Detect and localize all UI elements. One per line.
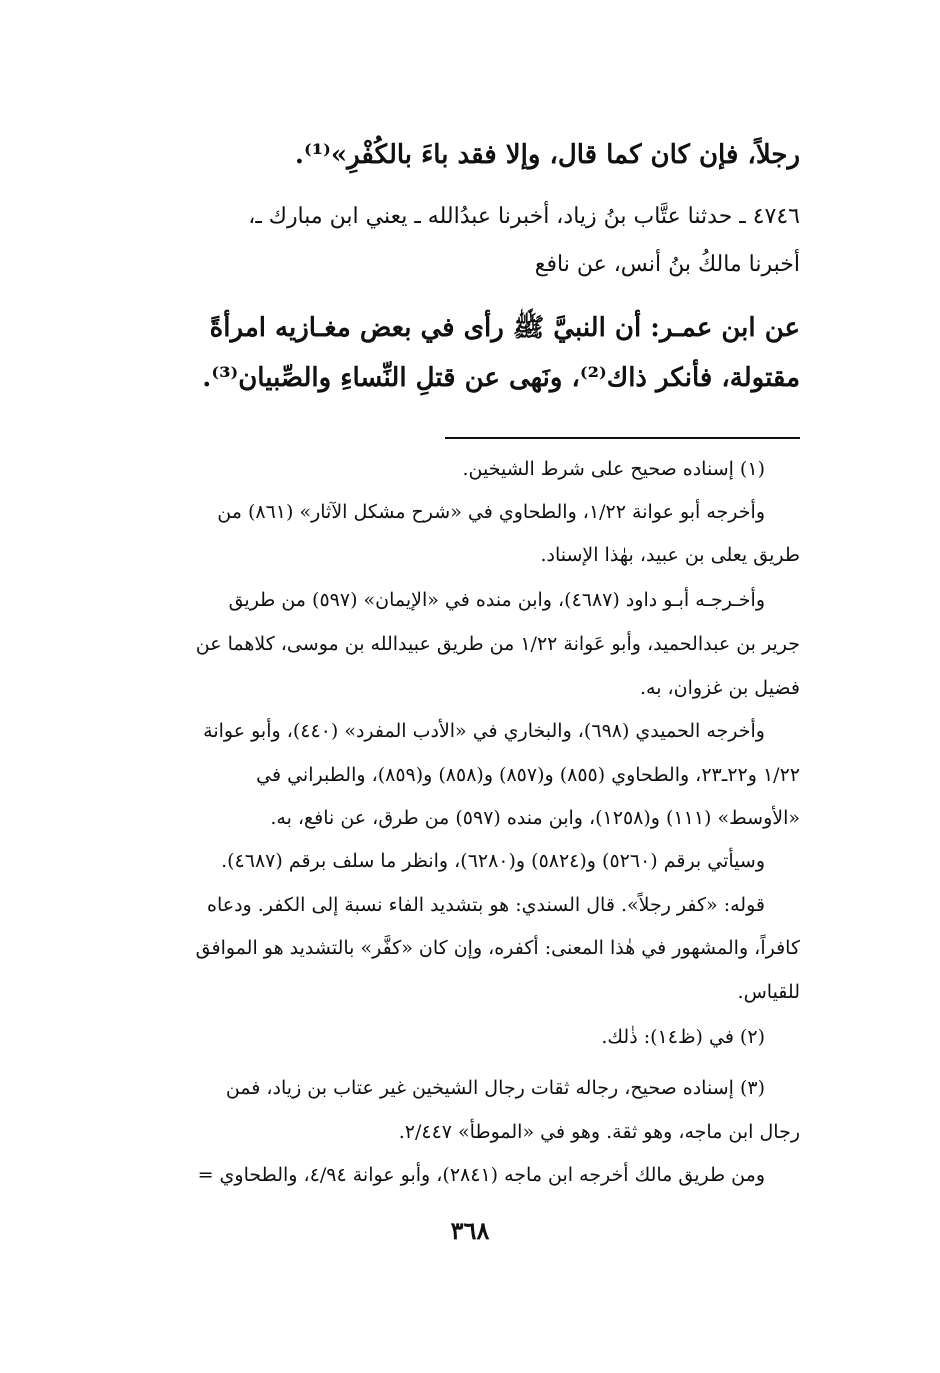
footnote-1-line-1: (١) إسناده صحيح على شرط الشيخين. <box>462 458 765 480</box>
footnote-3-line-3: ومن طريق مالك أخرجه ابن ماجه (٢٨٤١)، وأبو عوانة ٤/٩٤، والطحاوي = <box>197 1164 765 1186</box>
footnote-1-line-2: وأخرجه أبو عوانة ١/٢٢، والطحاوي في «شرح مشكل الآثار» (٨٦١) من <box>217 501 765 523</box>
footnote-1-line-4: وأخـرجـه أبـو داود (٤٦٨٧)، وابن منده في «الإيمان» (٥٩٧) من طريق <box>228 589 765 611</box>
matn-line-2: مقتولة، فأنكر ذاك⁽²⁾، ونَهى عن قتلِ النِّساءِ والصِّبيان⁽³⁾. <box>202 363 800 393</box>
footnote-1-line-5: جرير بن عبدالحميد، وأبو عَوانة ١/٢٢ من طريق عبيدالله بن موسى، كلاهما عن <box>195 633 800 655</box>
footnote-3-line-1: (٣) إسناده صحيح، رجاله ثقات رجال الشيخين غير عتاب بن زياد، فمن <box>225 1077 765 1099</box>
footnote-1-line-6: فضيل بن غزوان، به. <box>639 677 800 699</box>
isnad-line-1: ٤٧٤٦ ـ حدثنا عتَّاب بنُ زياد، أخبرنا عبدُالله ـ يعني ابن مبارك ـ، <box>248 204 800 229</box>
isnad-line-2: أخبرنا مالكُ بنُ أنس، عن نافع <box>534 252 800 277</box>
matn-line-1: عن ابن عمـر: أن النبيَّ ﷺ رأى في بعض مغـازيه امرأةً <box>209 313 800 343</box>
footnote-1-line-10: وسيأتي برقم (٥٢٦٠) و(٥٨٢٤) و(٦٢٨٠)، وانظر ما سلف برقم (٤٦٨٧). <box>221 850 765 872</box>
footnote-1-line-8: ١/٢٢ و٢٢ـ٢٣، والطحاوي (٨٥٥) و(٨٥٧) و(٨٥٨) و(٨٥٩)، والطبراني في <box>256 764 800 786</box>
footnote-1-line-9: «الأوسط» (١١١) و(١٢٥٨)، وابن منده (٥٩٧) من طرق، عن نافع، به. <box>270 807 800 829</box>
footnote-divider <box>445 437 800 439</box>
page-number: ٣٦٨ <box>450 1216 490 1245</box>
main-text-line-1: رجلاً، فإن كان كما قال، وإلا فقد باءَ بالكُفْرِ»⁽¹⁾. <box>294 140 800 170</box>
footnote-1-line-7: وأخرجه الحميدي (٦٩٨)، والبخاري في «الأدب المفرد» (٤٤٠)، وأبو عوانة <box>203 720 765 742</box>
footnote-1-line-13: للقياس. <box>737 981 800 1003</box>
footnote-3-line-2: رجال ابن ماجه، وهو ثقة. وهو في «الموطأ» ٢/٤٤٧. <box>398 1121 800 1143</box>
footnote-1-line-3: طريق يعلى بن عبيد، بهٰذا الإسناد. <box>540 544 800 566</box>
footnote-1-line-12: كافراً، والمشهور في هٰذا المعنى: أكفره، وإن كان «كفَّر» بالتشديد هو الموافق <box>195 937 800 959</box>
footnote-2-line-1: (٢) في (ظ١٤): ذٰلك. <box>601 1026 765 1048</box>
footnote-1-line-11: قوله: «كفر رجلاً». قال السندي: هو بتشديد الفاء نسبة إلى الكفر. ودعاه <box>207 894 765 916</box>
